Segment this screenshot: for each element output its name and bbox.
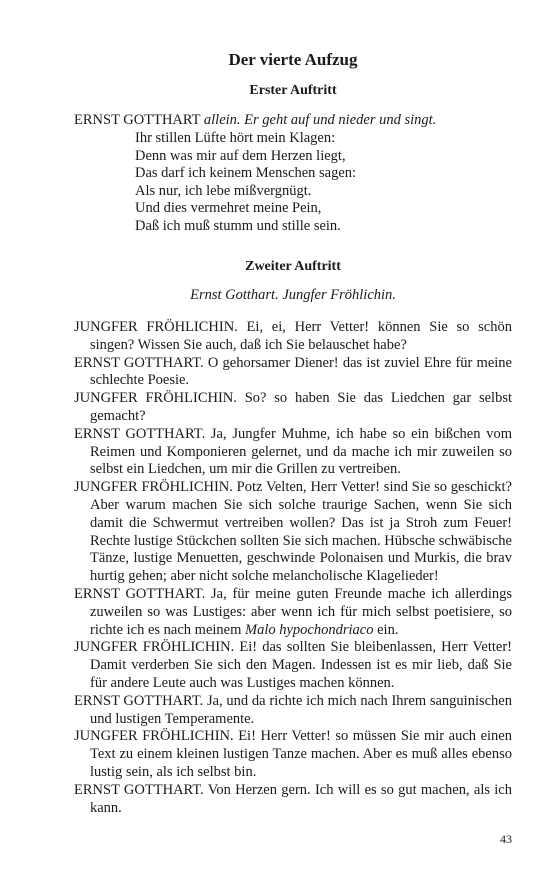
speech: JUNGFER FRÖHLICHIN. Ei! das sollten Sie bleibenlassen, Herr Vetter! Damit verderben Sie sich den Magen. Indessen ist es mir lieb, daß Sie für andere Leute auch was Lustiges machen können. (74, 639, 512, 691)
dialogue (74, 319, 512, 817)
speech-text: ERNST GOTTHART. Ja, für meine guten Freunde mache ich allerdings zuweilen so was Lustiges: aber wenn ich für mich selbst poetisiere, so richte ich es nach meinem (74, 585, 512, 638)
cast-list: Ernst Gotthart. Jungfer Fröhlichin. (190, 287, 396, 303)
speech: ERNST GOTTHART. Ja, und da richte ich mich nach Ihrem sanguinischen und lustigen Temperamente. (74, 692, 512, 727)
speech: ERNST GOTTHART. O gehorsamer Diener! das ist zuviel Ehre für meine schlechte Poesie. (74, 354, 512, 389)
speech: JUNGFER FRÖHLICHIN. So? so haben Sie das Liedchen gar selbst gemacht? (74, 390, 512, 424)
verse-line: Und dies vermehret meine Pein, (135, 200, 322, 216)
verse-line: Denn was mir auf dem Herzen liegt, (135, 147, 346, 164)
speech-text-end: ein. (373, 621, 399, 638)
song-verses (135, 130, 512, 235)
act-title: Der vierte Aufzug (228, 50, 358, 69)
speech: ERNST GOTTHART. Von Herzen gern. Ich will es so gut machen, als ich kann. (74, 781, 512, 816)
speech (74, 586, 512, 639)
scene1-intro (74, 111, 512, 130)
speaker-name: ERNST GOTTHART (74, 112, 201, 128)
speech: JUNGFER FRÖHLICHIN. Potz Velten, Herr Vetter! sind Sie so geschickt? Aber warum machen Sie sich solche traurige Sachen, wenn Sie sich damit die Schwermut vertreiben wollen? Das ist ja Stroh zum Feuer! Rechte lustige Stückchen sollten Sie sich machen. Hübsche schwäbische Tänze, lustige Menuetten, geschwinde Polonaisen und Murkis, die brav hurtig gehen; aber nicht solche melancholische Klagelieder! (74, 479, 512, 585)
speech: JUNGFER FRÖHLICHIN. Ei! Herr Vetter! so müssen Sie mir auch einen Text zu einem kleinen lustigen Tanze machen. Aber es muß alles ebenso lustig sein, als ich selbst bin. (74, 728, 512, 780)
page-number: 43 (500, 832, 512, 846)
scene-title-1: Erster Auftritt (249, 83, 337, 98)
speech: ERNST GOTTHART. Ja, Jungfer Muhme, ich habe so ein bißchen vom Reimen und Komponieren gelernet, und da mache ich mir zuweilen so selbst ein Liedchen, um mir die Grillen zu vertreiben. (74, 425, 512, 478)
page-content (74, 0, 512, 880)
stage-direction: allein. Er geht auf und nieder und singt. (203, 112, 437, 128)
scene-title-2: Zweiter Auftritt (245, 259, 341, 274)
verse-line: Daß ich muß stumm und stille sein. (135, 217, 341, 234)
speech: JUNGFER FRÖHLICHIN. Ei, ei, Herr Vetter! können Sie so schön singen? Wissen Sie auch, daß ich Sie belauschet habe? (74, 319, 512, 353)
verse-line: Als nur, ich lebe mißvergnügt. (135, 182, 312, 199)
verse-line: Das darf ich keinem Menschen sagen: (135, 165, 357, 181)
italic-term: Malo hypochondriaco (245, 621, 374, 638)
verse-line: Ihr stillen Lüfte hört mein Klagen: (135, 130, 336, 146)
